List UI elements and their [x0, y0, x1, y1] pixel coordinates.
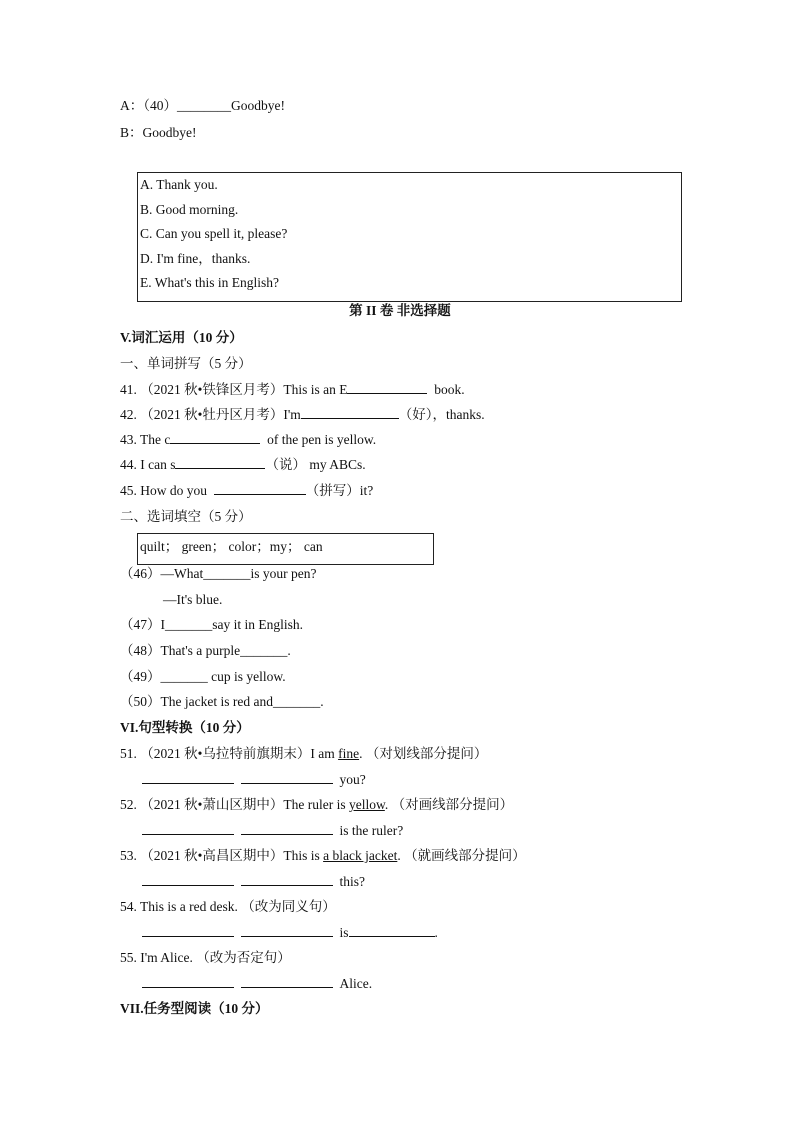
q54-blank-2[interactable] [241, 924, 333, 937]
q52-blank-1[interactable] [142, 822, 234, 835]
q53-blank-1[interactable] [142, 873, 234, 886]
question-44 [120, 456, 366, 474]
q53-text: 53. （2021 秋•高昌区期中）This is [120, 848, 324, 863]
question-46a: （46）—What_______is your pen? [120, 566, 317, 581]
q42-blank[interactable] [301, 406, 399, 419]
q55-blank-2[interactable] [241, 975, 333, 988]
q51-answer-tail: you? [339, 772, 366, 787]
question-53 [120, 847, 526, 865]
q52-underlined: yellow [348, 797, 385, 812]
question-50: （50）The jacket is red and_______. [120, 694, 324, 709]
option-e: E. What's this in English? [140, 275, 280, 290]
q53-answer [142, 873, 365, 891]
section5-title: V.词汇运用（10 分） [120, 330, 243, 345]
q54-answer: is . [142, 924, 438, 942]
question-42 [120, 406, 485, 424]
q51-post: . （对划线部分提问） [359, 746, 488, 761]
word-bank: quilt； green； color；my； can [140, 539, 323, 554]
section5-sub1: 一、单词拼写（5 分） [120, 356, 252, 371]
q55-blank-1[interactable] [142, 975, 234, 988]
q53-blank-2[interactable] [241, 873, 333, 886]
question-43 [120, 431, 376, 449]
q54-blank-1[interactable] [142, 924, 234, 937]
q41-blank[interactable] [347, 381, 427, 394]
q51-text: 51. （2021 秋•乌拉特前旗期末）I am [120, 746, 339, 761]
q41-post: book. [434, 382, 465, 397]
section7-title: VII.任务型阅读（10 分） [120, 1001, 269, 1016]
q51-blank-1[interactable] [142, 771, 234, 784]
question-55: 55. I'm Alice. （改为否定句） [120, 950, 291, 965]
q45-text: 45. How do you [120, 483, 207, 498]
q52-answer [142, 822, 403, 840]
q55-answer [142, 975, 372, 993]
q42-text: 42. （2021 秋•牡丹区月考）I'm [120, 407, 301, 422]
q43-blank[interactable] [170, 431, 260, 444]
option-d: D. I'm fine，thanks. [140, 251, 251, 266]
question-45 [120, 482, 373, 500]
q53-underlined: a black jacket [323, 848, 398, 863]
question-47: （47）I_______say it in English. [120, 617, 303, 632]
q52-answer-tail: is the ruler? [339, 823, 404, 838]
option-a: A. Thank you. [140, 177, 218, 192]
q41-text: 41. （2021 秋•铁锋区月考）This is an E [120, 382, 348, 397]
q42-post: （好），thanks. [398, 407, 485, 422]
q52-text: 52. （2021 秋•萧山区期中）The ruler is [120, 797, 349, 812]
q44-text: 44. I can s [120, 457, 176, 472]
q54-answer-mid: is [339, 925, 349, 940]
q53-post: . （就画线部分提问） [397, 848, 526, 863]
q43-post: of the pen is yellow. [267, 432, 377, 447]
q43-text: 43. The c [120, 432, 171, 447]
dialogue-b-line: B：Goodbye! [120, 125, 197, 140]
q44-blank[interactable] [175, 456, 265, 469]
question-51 [120, 745, 487, 763]
section5-sub2: 二、选词填空（5 分） [120, 509, 252, 524]
question-41 [120, 381, 465, 399]
q52-post: . （对画线部分提问） [384, 797, 514, 812]
option-b: B. Good morning. [140, 202, 239, 217]
q45-post: （拼写）it? [305, 483, 374, 498]
question-52 [120, 796, 513, 814]
q51-underlined: fine [338, 746, 360, 761]
q51-blank-2[interactable] [241, 771, 333, 784]
question-54: 54. This is a red desk. （改为同义句） [120, 899, 336, 914]
question-49: （49）_______ cup is yellow. [120, 669, 286, 684]
question-48: （48）That's a purple_______. [120, 643, 291, 658]
q53-answer-tail: this? [339, 874, 365, 889]
q52-blank-2[interactable] [241, 822, 333, 835]
dialogue-a-line: A：（40）________Goodbye! [120, 98, 285, 113]
part2-title: 第 II 卷 非选择题 [349, 303, 451, 318]
question-46b: —It's blue. [163, 592, 223, 607]
q55-answer-tail: Alice. [339, 976, 373, 991]
q45-blank[interactable] [214, 482, 306, 495]
section6-title: VI.句型转换（10 分） [120, 720, 250, 735]
q51-answer [142, 771, 366, 789]
q44-post: （说） my ABCs. [265, 457, 366, 472]
option-c: C. Can you spell it, please? [140, 226, 288, 241]
q54-blank-3[interactable] [349, 924, 435, 937]
